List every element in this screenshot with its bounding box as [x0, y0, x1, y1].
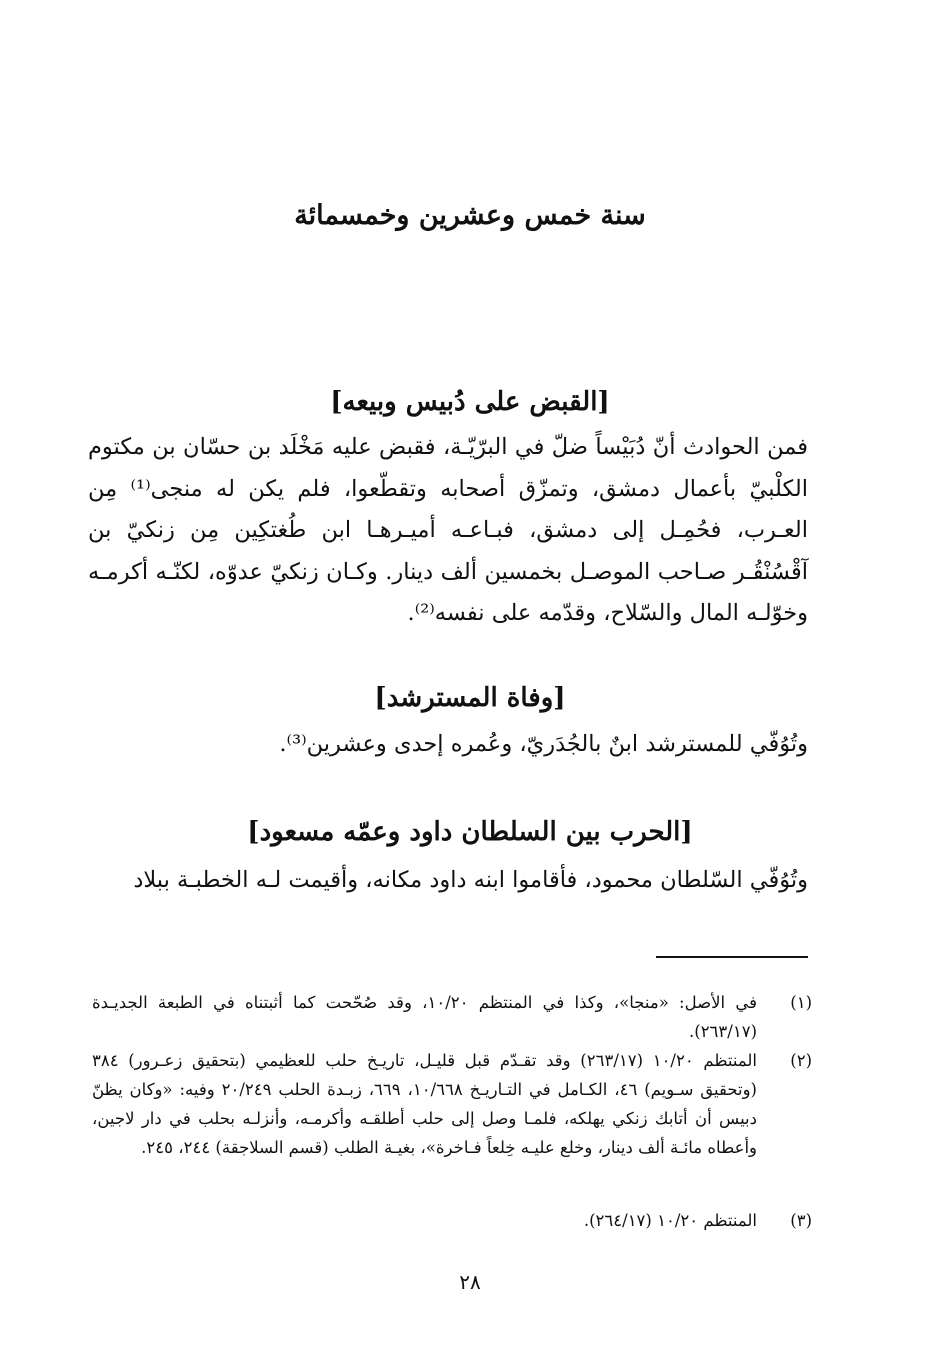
footnote-text: في الأصل: «منجا»، وكذا في المنتظم ١٠/٢٠، وقد صُحّحت كما أثبتناه في الطبعة الجديـدة (٢٦٣/١٧). — [92, 993, 757, 1041]
footnote-text: المنتظم ١٠/٢٠ (٢٦٤/١٧). — [583, 1211, 757, 1230]
footnote-number: (١) — [790, 993, 812, 1012]
footnote-3 — [92, 1206, 812, 1235]
page-number: ٢٨ — [459, 1270, 481, 1294]
footnote-number: (٣) — [790, 1211, 812, 1230]
year-title: سنة خمس وعشرين وخمسمائة — [294, 200, 646, 231]
section-text-sultan-war: وتُوُفّي السّلطان محمود، فأقاموا ابنه داود مكانه، وأقيمت لـه الخطبـة ببلاد — [133, 867, 808, 893]
section-heading-sultan-war: [الحرب بين السلطان داود وعمّه مسعود] — [247, 817, 693, 847]
section-heading-mustarshid-death: [وفاة المسترشد] — [374, 683, 566, 713]
footnote-number: (٢) — [790, 1051, 812, 1070]
section-heading-dubays-arrest: [القبض على دُبيس وبيعه] — [330, 387, 610, 417]
footnote-text: المنتظم ١٠/٢٠ (٢٦٣/١٧) وقد تقـدّم قبل قليـل، تاريـخ حلب للعظيمي (بتحقيق زعـرور) ٣٨٤ (وتحقيق سـويم) ٤٦، الكـامل في التـاريـخ ١٠/٦٦٨، ٦٦٩، زبـدة الحلب ٢٠/٢٤٩ وفيه: «وكان يظنّ دبيس أن أتابك زنكي يهلكه، فلمـا وصل إلى حلب أطلقـه وأكرمـه، وأنزلـه بحلب في دار لاجين، وأعطاه مائـة ألف دينار، وخلع عليـه خِلعاً فـاخرة»، بغيـة الطلب (قسم السلاجقة) ٢٤٤، ٢٤٥. — [92, 1051, 757, 1157]
footnote-2 — [92, 1046, 812, 1162]
section-text-dubays-arrest: فمن الحوادث أنّ دُبَيْساً ضلّ في البرّيّـة، فقبض عليه مَخْلَد بن حسّان بن مكتوم الكلْبيّ بأعمال دمشق، وتمزّق أصحابه وتقطّعوا، فلم يكن له منجى⁽¹⁾ مِن العـرب، فحُمِـل إلى دمشق، فبـاعـه أميـرهـا ابن طُغتكِين مِن زنكيّ بن آقْسُنْقُـر صـاحب الموصـل بخمسين ألف دينار. وكـان زنكيّ عدوّه، لكنّـه أكرمـه وخوّلـه المال والسّلاح، وقدّمه على نفسه⁽²⁾. — [88, 434, 808, 626]
section-text-mustarshid-death: وتُوُفّي للمسترشد ابنٌ بالجُدَريّ، وعُمره إحدى وعشرين⁽³⁾. — [279, 731, 808, 757]
footnote-separator — [656, 956, 808, 958]
footnote-1 — [92, 988, 812, 1046]
